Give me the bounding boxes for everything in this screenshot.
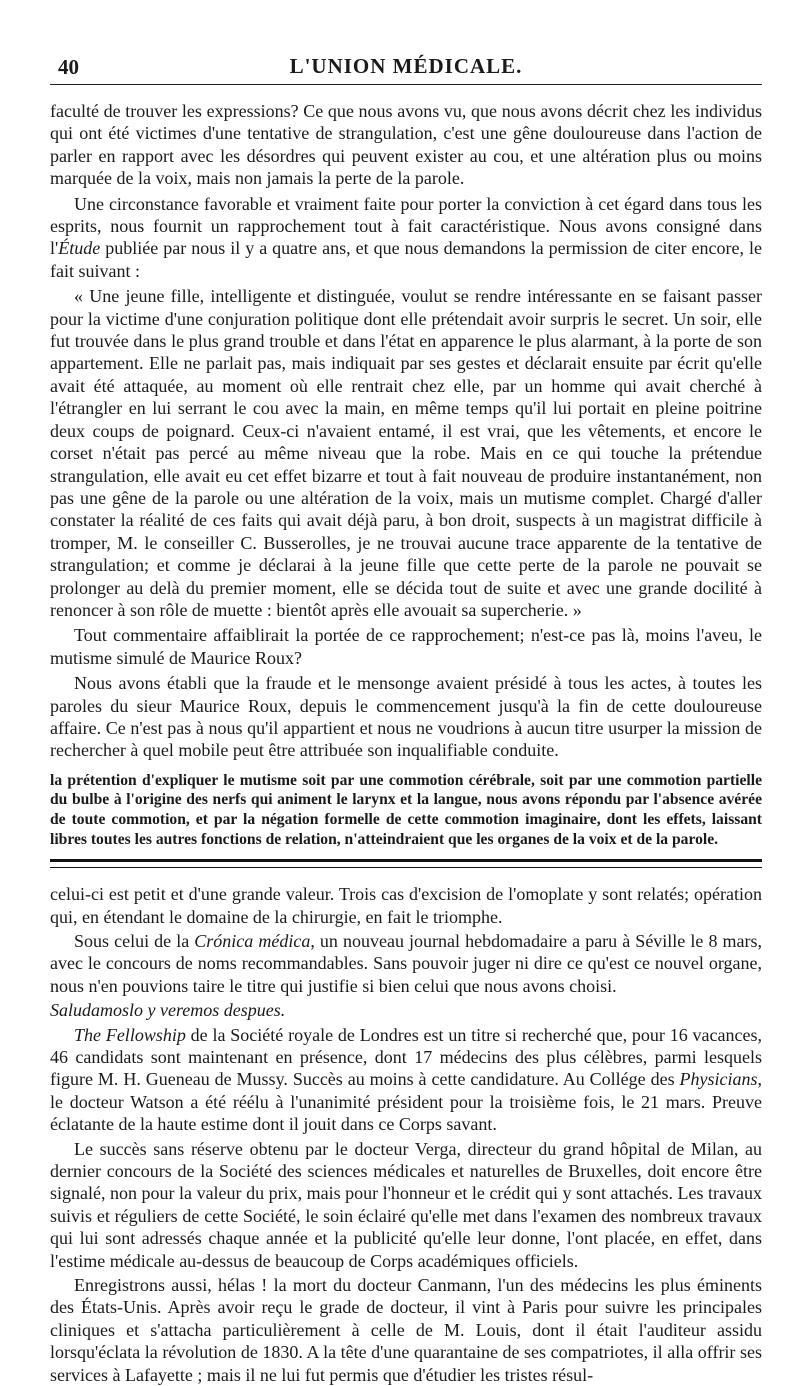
paragraph (50, 930, 762, 997)
motto-line: Saludamoslo y veremos despues. (50, 1000, 286, 1021)
paragraph: Nous avons établi que la fraude et le mensonge avaient présidé à tous les actes, à toutes les paroles du sieur Maurice Roux, depuis le commencement jusqu'à la fin de cette douloureuse affaire. Ce n'est pas à nous qu'il appartient et nous ne voudrions à aucun titre usurper la mission de rechercher à quel mobile peut être attribuée son inqualifiable conduite. (50, 673, 762, 761)
paragraph (50, 1024, 762, 1136)
page-header (50, 48, 762, 84)
paragraph: Tout commentaire affaiblirait la portée de ce rapprochement; n'est-ce pas là, moins l'aveu, le mutisme simulé de Maurice Roux? (50, 625, 762, 668)
footnote (50, 771, 762, 849)
text-run: , un nouveau journal hebdomadaire a paru à Séville le 8 mars, avec le concours de noms recommandables. Sans pouvoir juger ni dire ce qu'est ce nouvel organe, nous n'en pouvions taire le titre qui justifie si bien celui que nous avons choisi. (50, 930, 762, 996)
newspaper-page (50, 48, 762, 1386)
text-run: publiée par nous il y a quatre ans, et que nous demandons la permission de citer encore, le fait suivant : (50, 238, 762, 281)
section-separator (50, 859, 762, 868)
article-section-a (50, 100, 762, 762)
italic-title: Crónica médica (194, 930, 311, 951)
article-section-b (50, 883, 762, 1386)
text-run: de la Société royale de Londres est un titre si recherché que, pour 16 vacances, 46 candidats sont maintenant en présence, dont 17 médecins des plus célèbres, parmi lesquels figure M. H. Gueneau de Mussy. Succès au moins à cette candidature. Au Collége des (50, 1024, 762, 1090)
italic-title: The Fellowship (74, 1024, 186, 1045)
paragraph (50, 193, 762, 283)
paragraph: Le succès sans réserve obtenu par le docteur Verga, directeur du grand hôpital de Milan, au dernier concours de la Société des sciences médicales et naturelles de Bruxelles, doit encore être signalé, non pour la valeur du prix, mais pour l'honneur et le crédit qui y sont attachés. Les travaux suivis et réguliers de cette Société, le soin éclairé qu'elle met dans l'examen des nombreux travaux qui lui sont adressés chaque année et la publicité qu'elle leur donne, l'ont placée, en effet, dans l'estime médicale au-dessus de beaucoup de Corps académiques officiels. (50, 1138, 762, 1271)
quoted-paragraph: « Une jeune fille, intelligente et distinguée, voulut se rendre intéressante en se faisant passer pour la victime d'une conjuration politique dont elle prétendait avoir surpris le secret. Un soir, elle fut trouvée dans le plus grand trouble et dans l'état en apparence le plus alarmant, à la porte de son appartement. Elle ne parlait pas, mais indiquait par ses gestes et déclarait ensuite par écrit qu'elle avait été attaquée, au moment où elle rentrait chez elle, par un homme qui avait cherché à l'étrangler en lui serrant le cou avec la main, en même temps qu'il lui portait en pleine poitrine deux coups de poignard. Ceux-ci n'avaient entamé, il est vrai, que les vêtements, et encore le corset n'était pas percé au même niveau que la robe. Mais en ce qui touche la prétendue strangulation, elle avait eu cet effet bizarre et tout à fait nouveau de produire instantanément, non pas une gêne de la parole ou une altération de la voix, mais un mutisme complet. Chargé d'aller constater la réalité de ces faits qui avait déjà paru, à bon droit, suspects à un magistrat difficile à tromper, M. le conseiller C. Busserolles, je ne trouvai aucune trace apparente de la tentative de strangulation; et comme je déclarai à la jeune fille que cette perte de la parole ne pouvait se prolonger au delà du premier moment, elle se décida tout de suite et avec une grande docilité à renoncer à son rôle de muette : bientôt après elle avouait sa supercherie. » (50, 286, 762, 620)
text-run: Une circonstance favorable et vraiment faite pour porter la conviction à cet égard dans tous les esprits, nous fournit un rapprochement tout à fait caractéristique. Nous avons consigné dans l' (50, 193, 762, 259)
paragraph: Enregistrons aussi, hélas ! la mort du docteur Canmann, l'un des médecins les plus éminents des États-Unis. Après avoir reçu le grade de docteur, il vint à Paris pour suivre les principales cliniques et s'attacha particulièrement à celle de M. Louis, dont il était l'auditeur assidu lorsqu'éclata la révolution de 1830. A la tête d'une quarantaine de ses compatriotes, il alla offrir ses services à Lafayette ; mais il ne lui fut permis que d'étudier les tristes résul- (50, 1275, 762, 1385)
page-number: 40 (58, 55, 79, 79)
paragraph: celui-ci est petit et d'une grande valeur. Trois cas d'excision de l'omoplate y sont relatés; opération qui, en étendant le domaine de la chirurgie, en fait le triomphe. (50, 884, 762, 927)
italic-title: Étude (58, 238, 101, 259)
header-rule (50, 84, 762, 85)
paragraph: faculté de trouver les expressions? Ce que nous avons vu, que nous avons décrit chez les individus qui ont été victimes d'une tentative de strangulation, c'est une gêne douloureuse dans l'action de parler en rapport avec les désordres qui peuvent exister au cou, et une altération plus ou moins marquée de la voix, mais non jamais la perte de la parole. (50, 101, 762, 189)
footnote-text: la prétention d'expliquer le mutisme soit par une commotion cérébrale, soit par une commotion partielle du bulbe à l'origine des nerfs qui animent le larynx et la langue, nous avons répondu par l'absence avérée de toute commotion, et par la négation formelle de cette commotion imaginaire, dont les effets, laissant libres toutes les autres fonctions de relation, n'atteindraient que les organes de la voix et de la parole. (50, 771, 762, 848)
text-run: Sous celui de la (74, 930, 195, 951)
running-title: L'UNION MÉDICALE. (289, 54, 523, 78)
text-run: , le docteur Watson a été réélu à l'unanimité président pour la troisième fois, le 21 mars. Preuve éclatante de la haute estime dont il jouit dans ce Corps savant. (50, 1069, 762, 1135)
italic-title: Physicians (679, 1069, 758, 1090)
